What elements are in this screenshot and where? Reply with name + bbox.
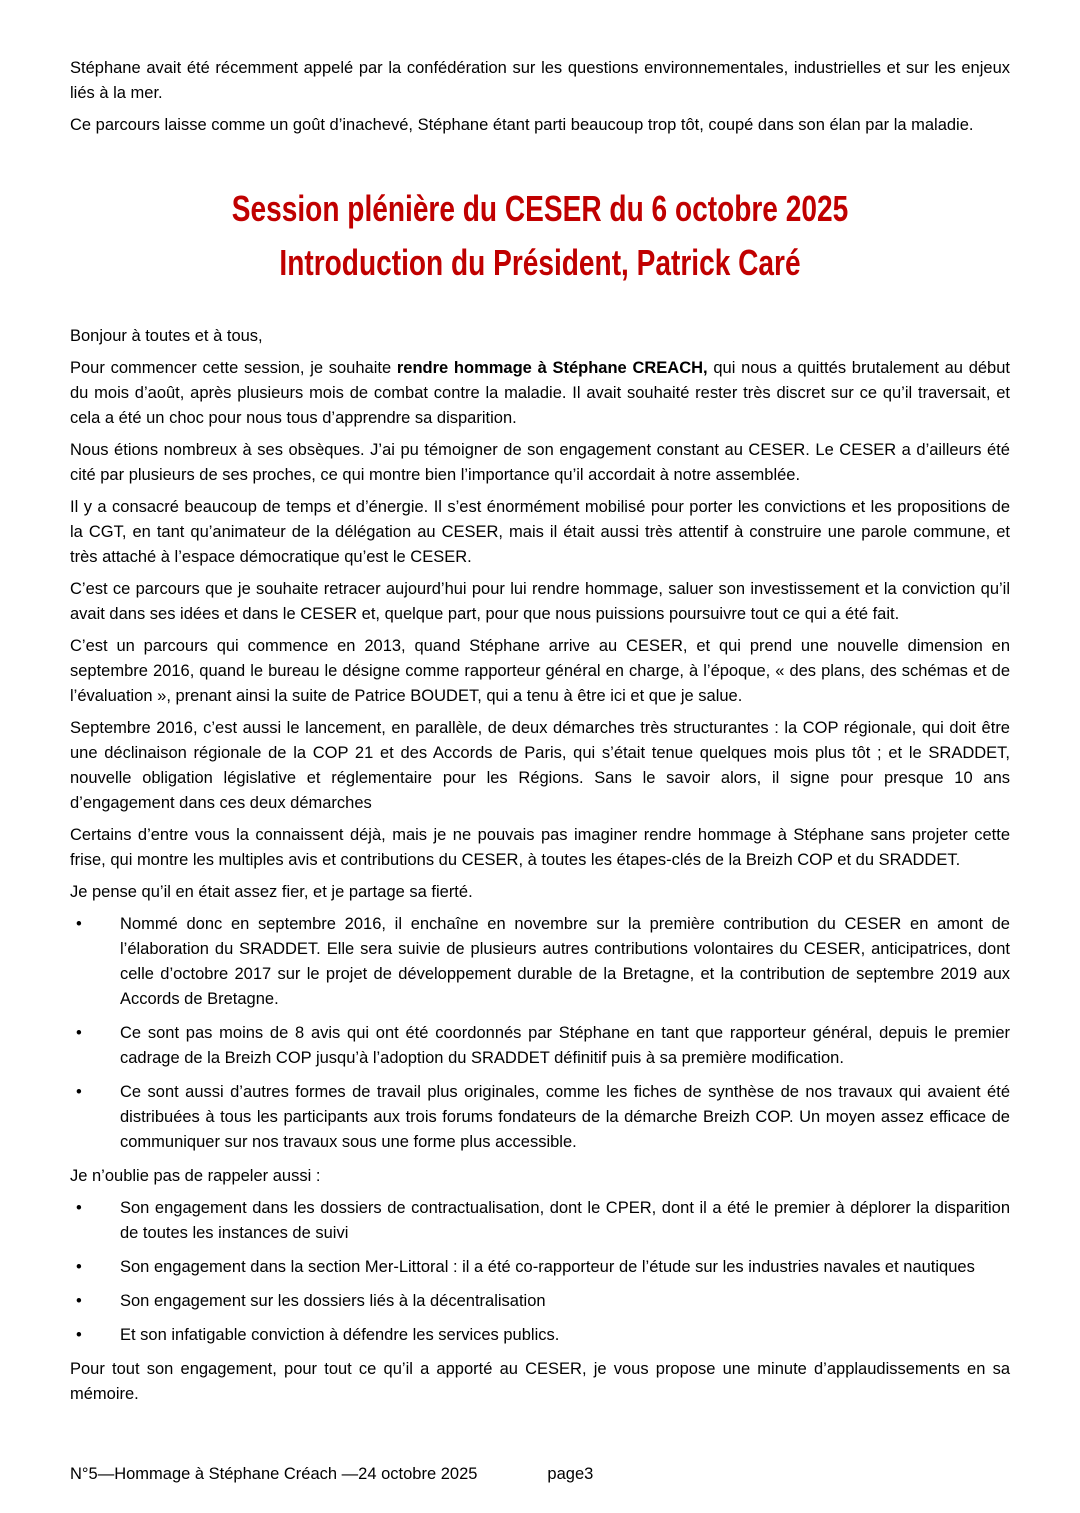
contributions-list (70, 912, 1010, 1155)
paragraph-frise: Certains d’entre vous la connaissent déjà, mais je ne pouvais pas imaginer rendre hommage à Stéphane sans projeter cette frise, qui montre les multiples avis et contributions du CESER, à toutes les étapes-clés de la Breizh COP et du SRADDET. (70, 826, 1010, 869)
tribute-text-post: qui nous a quittés brutalement au début du mois d’août, après plusieurs mois de combat contre la maladie. Il avait souhaité rester très discret sur ce qu’il traversait, et cela a été un choc pour nous tous d’apprendre sa disparition. (70, 359, 1010, 427)
tribute-text-pre: Pour commencer cette session, je souhaite (70, 359, 397, 377)
paragraph-obseques: Nous étions nombreux à ses obsèques. J’ai pu témoigner de son engagement constant au CESER. Le CESER a d’ailleurs été cité par plusieurs de ses proches, ce qui montre bien l’importance qu’il accordait à notre assemblée. (70, 441, 1010, 484)
section-heading (70, 182, 1010, 290)
list-item: • Son engagement dans la section Mer-Littoral : il a été co-rapporteur de l’étude sur les industries navales et nautiques (70, 1255, 1010, 1280)
list-item: • Son engagement dans les dossiers de contractualisation, dont le CPER, dont il a été le premier à déplorer la disparition de toutes les instances de suivi (70, 1196, 1010, 1246)
greeting-paragraph: Bonjour à toutes et à tous, (70, 327, 263, 345)
list-item: • Ce sont aussi d’autres formes de travail plus originales, comme les fiches de synthèse de nos travaux qui avaient été distribuées à tous les participants aux trois forums fondateurs de la démarche Breizh COP. Un moyen assez efficace de communiquer sur nos travaux sous une forme plus accessible. (70, 1080, 1010, 1155)
closing-paragraph: Pour tout son engagement, pour tout ce qu’il a apporté au CESER, je vous propose une minute d’applaudissements en sa mémoire. (70, 1360, 1010, 1403)
tribute-paragraph (70, 356, 1010, 431)
section-heading-line2: Introduction du Président, Patrick Caré (279, 242, 801, 283)
list-item: • Ce sont pas moins de 8 avis qui ont été coordonnés par Stéphane en tant que rapporteur général, depuis le premier cadrage de la Breizh COP jusqu’à l’adoption du SRADDET définitif puis à sa première modification. (70, 1021, 1010, 1071)
list-item: • Nommé donc en septembre 2016, il enchaîne en novembre sur la première contribution du CESER en amont de l’élaboration du SRADDET. Elle sera suivie de plusieurs autres contributions volontaires du CESER, anticipatrices, dont celle d’octobre 2017 sur le projet de développement durable de la Bretagne, et la contribution de septembre 2019 aux Accords de Bretagne. (70, 912, 1010, 1012)
engagements-list (70, 1196, 1010, 1348)
paragraph-septembre-2016: Septembre 2016, c’est aussi le lancement, en parallèle, de deux démarches très structurantes : la COP régionale, qui doit être une déclinaison régionale de la COP 21 et des Accords de Paris, qui s’était tenue quelques mois plus tôt ; et le SRADDET, nouvelle obligation législative et réglementaire pour les Régions. Sans le savoir alors, il signe pour presque 10 ans d’engagement dans ces deux démarches (70, 719, 1010, 812)
list-item: • Et son infatigable conviction à défendre les services publics. (70, 1323, 1010, 1348)
list-item: • Son engagement sur les dossiers liés à la décentralisation (70, 1289, 1010, 1314)
footer-reference: N°5—Hommage à Stéphane Créach —24 octobre 2025 (70, 1465, 478, 1483)
page-footer (70, 1463, 593, 1485)
paragraph-fierte: Je pense qu’il en était assez fier, et je partage sa fierté. (70, 883, 473, 901)
paragraph-2013: C’est un parcours qui commence en 2013, quand Stéphane arrive au CESER, et qui prend une nouvelle dimension en septembre 2016, quand le bureau le désigne comme rapporteur général en charge, à l’époque, « des plans, des schémas et de l’évaluation », prenant ainsi la suite de Patrice BOUDET, qui a tenu à être ici et que je salue. (70, 637, 1010, 705)
footer-page-number: page3 (547, 1465, 594, 1483)
recall-paragraph: Je n’oublie pas de rappeler aussi : (70, 1167, 321, 1185)
section-heading-line1: Session plénière du CESER du 6 octobre 2025 (231, 188, 849, 229)
paragraph-parcours: C’est ce parcours que je souhaite retracer aujourd’hui pour lui rendre hommage, saluer son investissement et la conviction qu’il avait dans ses idées et dans le CESER et, quelque part, pour que nous puissions poursuivre tout ce qui a été fait. (70, 580, 1010, 623)
intro-paragraph-2: Ce parcours laisse comme un goût d’inachevé, Stéphane étant parti beaucoup trop tôt, coupé dans son élan par la maladie. (70, 116, 974, 134)
tribute-text-bold: rendre hommage à Stéphane CREACH, (396, 359, 708, 377)
intro-paragraph-1: Stéphane avait été récemment appelé par la confédération sur les questions environnementales, industrielles et sur les enjeux liés à la mer. (70, 59, 1010, 102)
paragraph-cgt: Il y a consacré beaucoup de temps et d’énergie. Il s’est énormément mobilisé pour porter les convictions et les propositions de la CGT, en tant qu’animateur de la délégation au CESER, mais il était aussi très attentif à construire une parole commune, et très attaché à l’espace démocratique qu’est le CESER. (70, 498, 1010, 566)
